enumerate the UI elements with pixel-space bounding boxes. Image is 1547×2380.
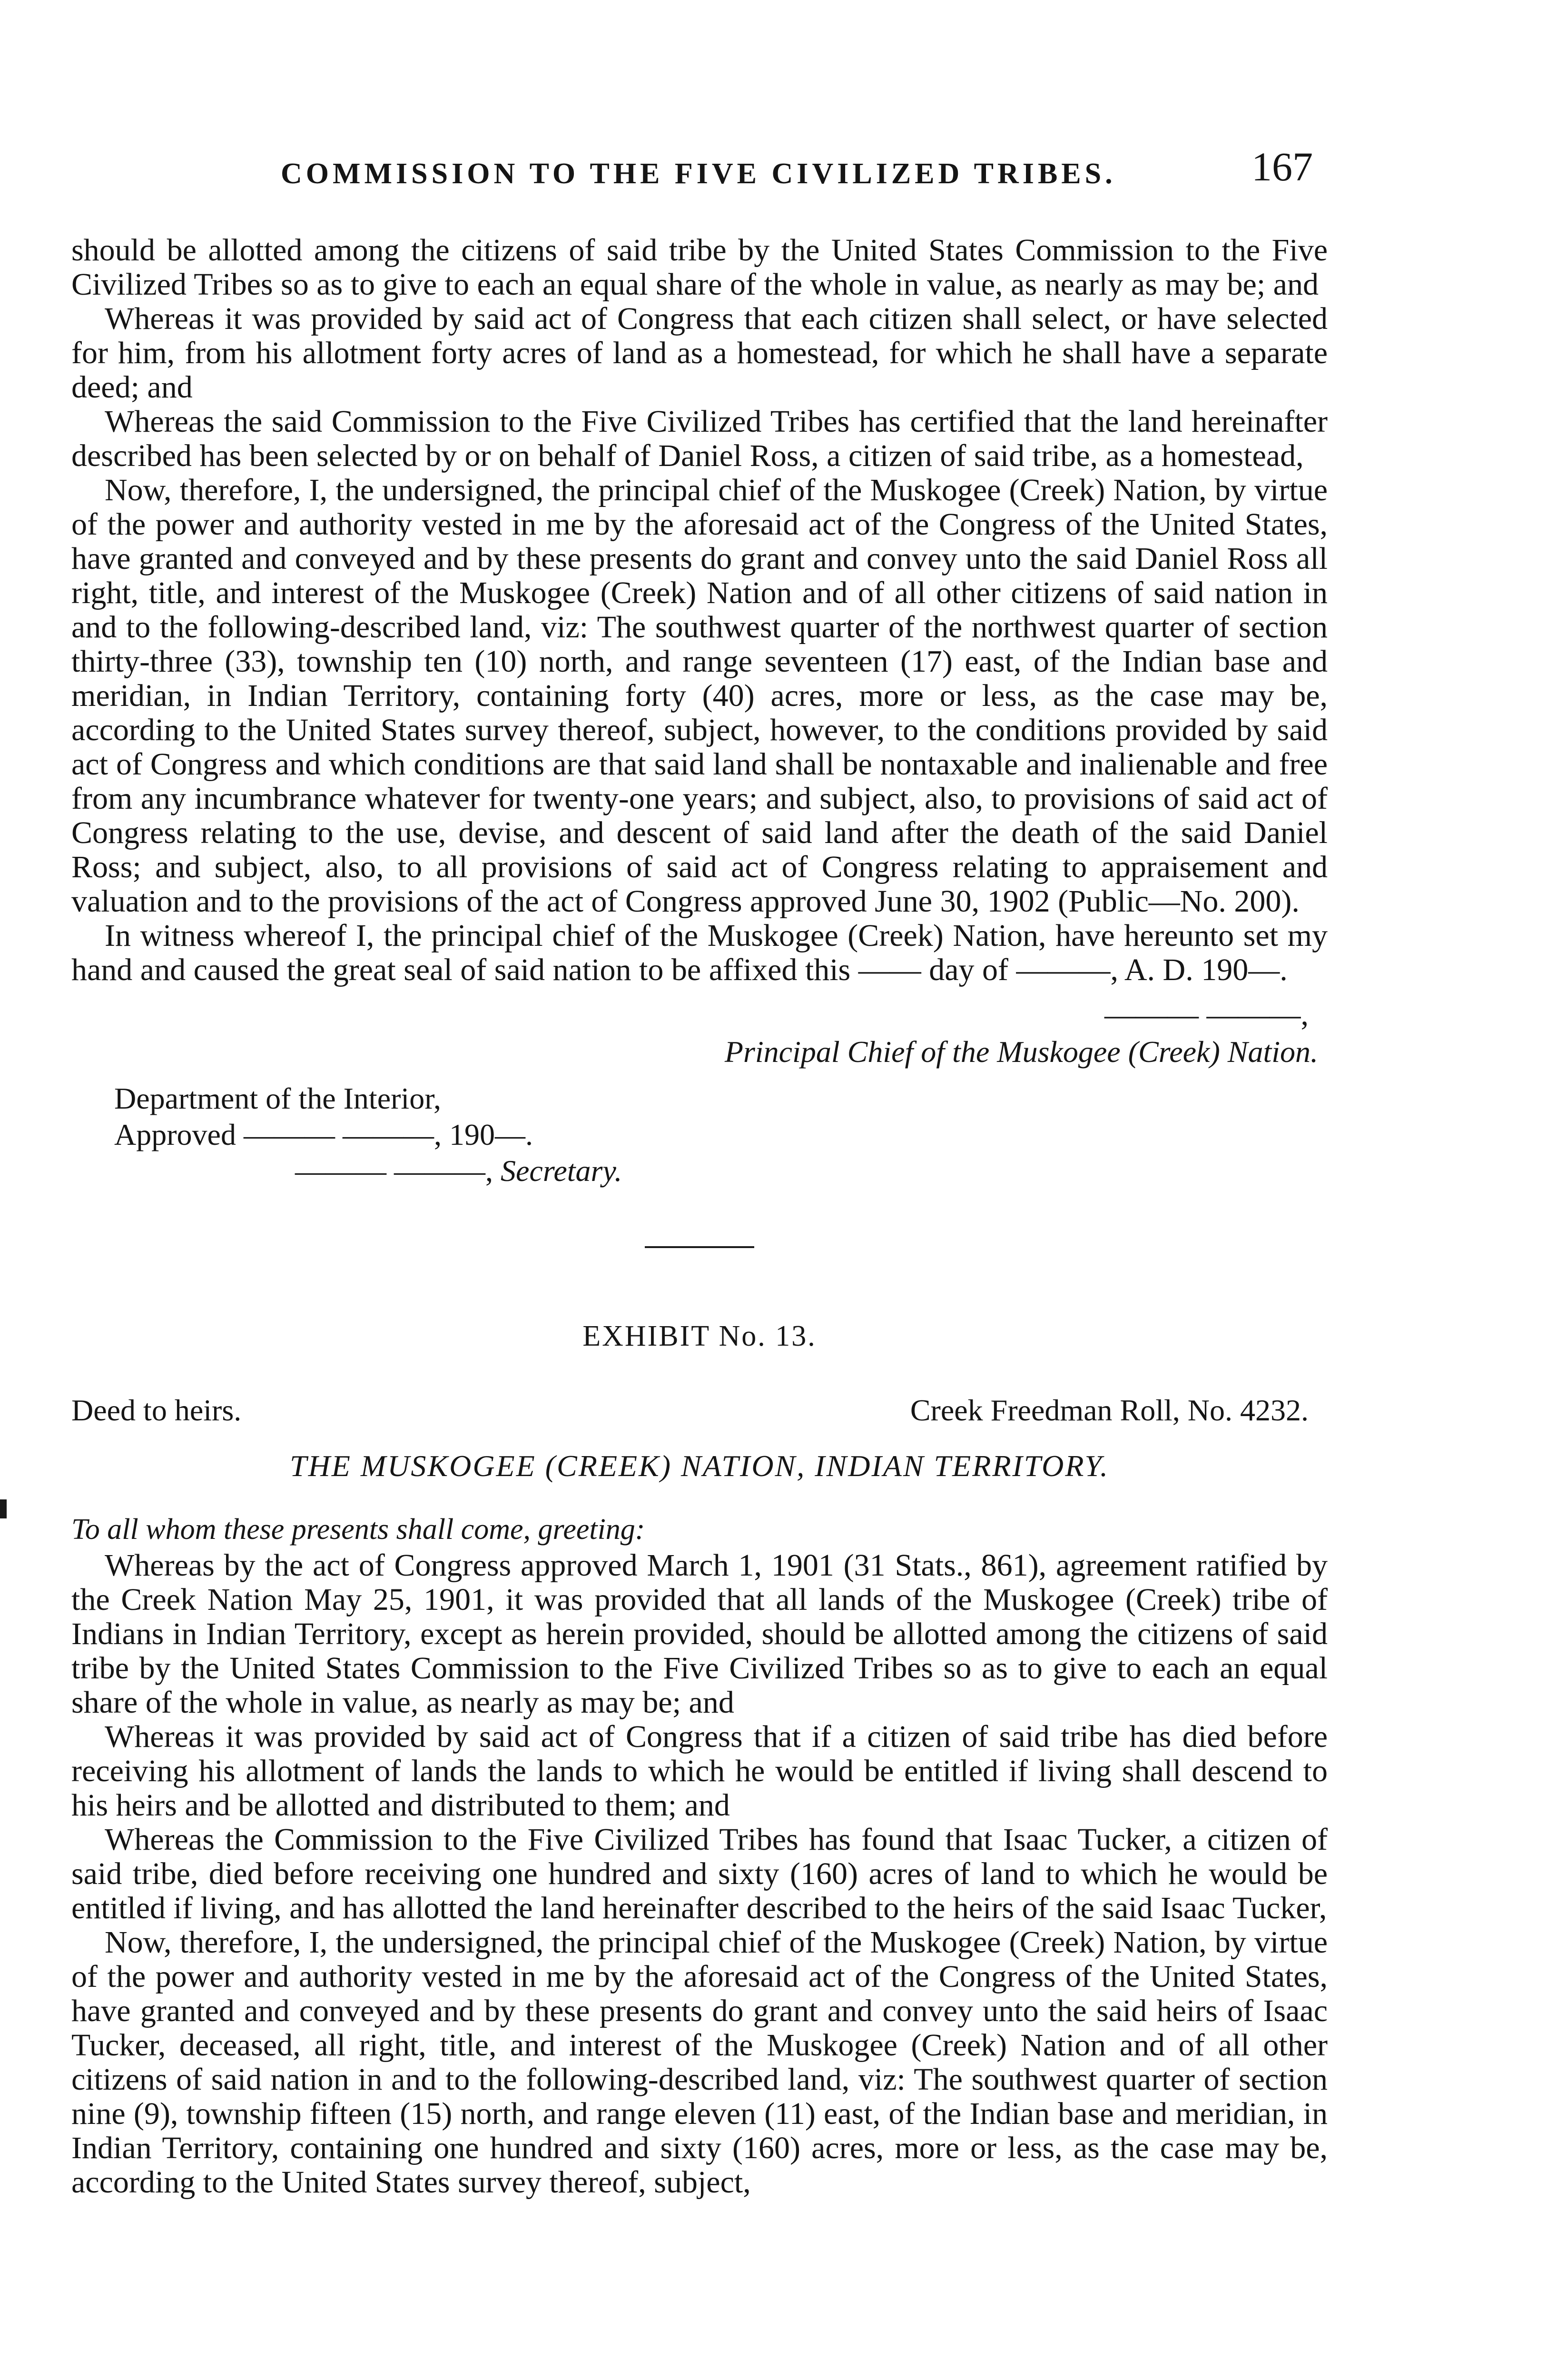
signature-blank: ——— ———,: [1104, 997, 1309, 1032]
paragraph: Whereas the Commission to the Five Civilized Tribes has found that Isaac Tucker, a citizen of said tribe, died before receiving one hundred and sixty (160) acres of land to which he would be entitled if living, and has allotted the land hereinafter described to the heirs of the said Isaac Tucker,: [71, 1822, 1328, 1925]
paragraph: Whereas the said Commission to the Five Civilized Tribes has certified that the land hereinafter described has been selected by or on behalf of Daniel Ross, a citizen of said tribe, as a homestead,: [71, 404, 1328, 473]
deed-homestead-text: [71, 233, 1328, 987]
secretary-line: [295, 1153, 1328, 1189]
deed-type: Deed to heirs.: [71, 1393, 242, 1427]
running-head: [71, 109, 1328, 190]
approval-line: Approved ——— ———, 190—.: [114, 1118, 533, 1151]
deed-info-row: [71, 1391, 1328, 1429]
exhibit-heading: EXHIBIT No. 13.: [582, 1320, 817, 1352]
secretary-title: Secretary.: [501, 1154, 622, 1188]
nation-title: THE MUSKOGEE (CREEK) NATION, INDIAN TERRITORY.: [289, 1449, 1110, 1483]
paragraph: Whereas it was provided by said act of Congress that each citizen shall select, or have selected for him, from his allotment forty acres of land as a homestead, for which he shall have a separate deed; and: [71, 301, 1328, 405]
approval-department: Department of the Interior,: [114, 1081, 441, 1115]
paragraph: In witness whereof I, the principal chief of the Muskogee (Creek) Nation, have hereunto set my hand and caused the great seal of said nation to be affixed this —— day of ———, A. D. 190—.: [71, 918, 1328, 987]
roll-number: Creek Freedman Roll, No. 4232.: [910, 1393, 1309, 1427]
secretary-blank: ——— ———,: [295, 1154, 501, 1188]
document-page: [71, 109, 1328, 2200]
deed-heirs-text: [71, 1548, 1328, 2200]
margin-mark: [0, 1499, 7, 1518]
running-title: COMMISSION TO THE FIVE CIVILIZED TRIBES.: [281, 158, 1116, 190]
paragraph: should be allotted among the citizens of said tribe by the United States Commission to the Five Civilized Tribes so as to give to each an equal share of the whole in value, as nearly as may be; and: [71, 233, 1328, 302]
signature-title: Principal Chief of the Muskogee (Creek) Nation.: [724, 1035, 1318, 1069]
page-number: 167: [1251, 144, 1313, 189]
paragraph: Now, therefore, I, the undersigned, the principal chief of the Muskogee (Creek) Nation, by virtue of the power and authority vested in me by the aforesaid act of the Congress of the United States, have granted and conveyed and by these presents do grant and convey unto the said heirs of Isaac Tucker, deceased, all right, title, and interest of the Muskogee (Creek) Nation and of all other citizens of said nation in and to the following-described land, viz: The southwest quarter of section nine (9), township fifteen (15) north, and range eleven (11) east, of the Indian base and meridian, in Indian Territory, containing one hundred and sixty (160) acres, more or less, as the case may be, according to the United States survey thereof, subject,: [71, 1925, 1328, 2200]
paragraph: Now, therefore, I, the undersigned, the principal chief of the Muskogee (Creek) Nation, by virtue of the power and authority vested in me by the aforesaid act of the Congress of the United States, have granted and conveyed and by these presents do grant and convey unto the said Daniel Ross all right, title, and interest of the Muskogee (Creek) Nation and of all other citizens of said nation in and to the following-described land, viz: The southwest quarter of the northwest quarter of section thirty-three (33), township ten (10) north, and range seventeen (17) east, of the Indian base and meridian, in Indian Territory, containing forty (40) acres, more or less, as the case may be, according to the United States survey thereof, subject, however, to the conditions provided by said act of Congress and which conditions are that said land shall be nontaxable and inalienable and free from any incumbrance whatever for twenty-one years; and subject, also, to provisions of said act of Congress relating to the use, devise, and descent of said land after the death of the said Daniel Ross; and subject, also, to all provisions of said act of Congress relating to appraisement and valuation and to the provisions of the act of Congress approved June 30, 1902 (Public—No. 200).: [71, 473, 1328, 919]
approval-block: [114, 1081, 1328, 1189]
paragraph: Whereas by the act of Congress approved March 1, 1901 (31 Stats., 861), agreement ratified by the Creek Nation May 25, 1901, it was provided that all lands of the Muskogee (Creek) tribe of Indians in Indian Territory, except as herein provided, should be allotted among the citizens of said tribe by the United States Commission to the Five Civilized Tribes so as to give to each an equal share of the whole in value, as nearly as may be; and: [71, 1548, 1328, 1720]
greeting: To all whom these presents shall come, greeting:: [71, 1513, 645, 1546]
paragraph: Whereas it was provided by said act of Congress that if a citizen of said tribe has died before receiving his allotment of lands the lands to which he would be entitled if living shall descend to his heirs and be allotted and distributed to them; and: [71, 1719, 1328, 1823]
section-divider: [645, 1246, 754, 1248]
